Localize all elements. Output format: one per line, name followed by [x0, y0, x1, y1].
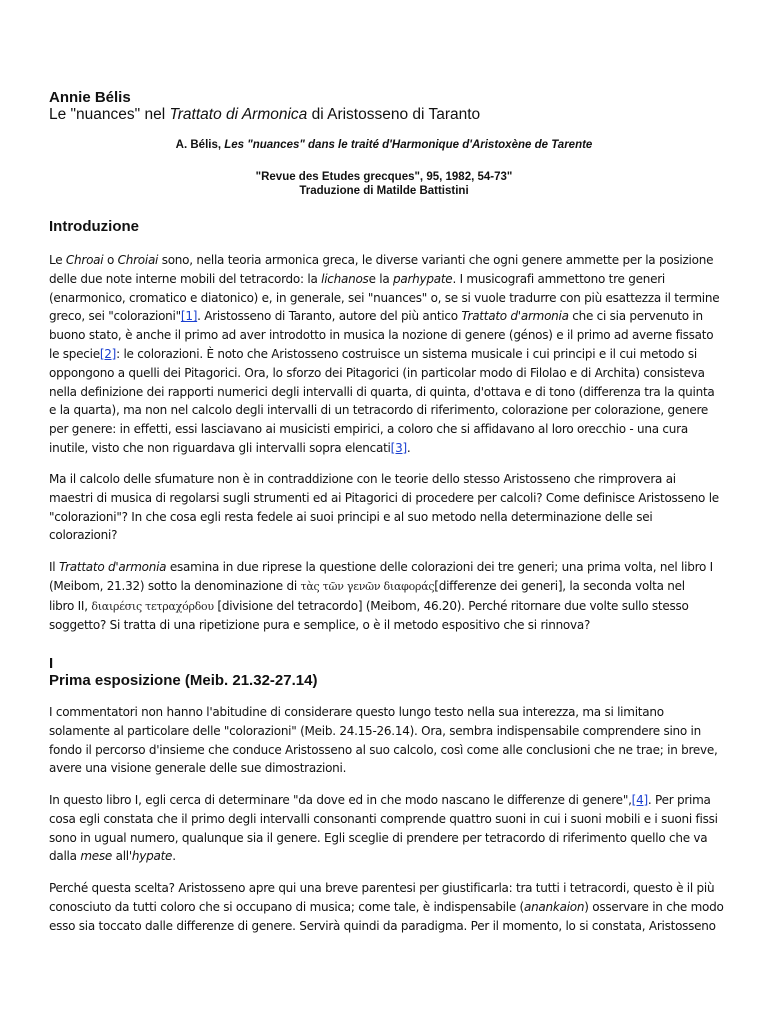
- document-title: Le "nuances" nel Trattato di Armonica di Aristosseno di Taranto: [49, 106, 481, 123]
- intro-paragraph-3: Il Trattato d'armonia esamina in due riprese la questione delle colorazioni dei tre generi; una prima volta, nel libro I (Meibom, 21.32) sotto la denominazione di τὰς τῶν γενῶν διαφοράς[differenze dei generi], la seconda volta nel libro II, διαιρέσις τετραχόρδου [divisione del tetracordo] (Meibom, 46.20). Perché ritornare due volte sullo stesso soggetto? Si tratta di una ripetizione pura e semplice, o è il metodo espositivo che si rinnova?: [49, 560, 713, 633]
- intro-paragraph-1: Le Chroai o Chroiai sono, nella teoria armonica greca, le diverse varianti che ogni genere ammette per la posizione delle due note interne mobili del tetracordo: la lichanose la parhypate. I musicografi ammettono tre generi (enarmonico, cromatico e diatonico) e, in generale, sei "nuances" o, se si vuole tradurre con più esattezza il termine greco, sei "colorazioni"[1]. Aristosseno di Taranto, autore del più antico Trattato d'armonia che ci sia pervenuto in buono stato, è anche il primo ad aver introdotto in musica la nozione di genere (génos) e il primo ad averne fissato le specie[2]: le colorazioni. È noto che Aristosseno costruisce un sistema musicale i cui principi e il cui metodo si oppongono a quelli dei Pitagorici. Ora, lo sforzo dei Pitagorici (in particolar modo di Filolao e di Archita) consisteva nella definizione dei rapporti numerici degli intervalli di quarta, di quinta, d'ottava e di tono (differenza tra la quinta e la quarta), ma non nel calcolo degli intervalli di un tetracordo di riferimento, colorazione per colorazione, genere per genere: in effetti, essi lasciavano ai musicisti empirici, a coloro che si affidavano al loro orecchio - una cura inutile, visto che non riguardava gli intervalli sopra elencati[3].: [49, 253, 720, 455]
- greek-phrase-division: διαιρέσις τετραχόρδου: [91, 599, 214, 613]
- intro-paragraph-2: Ma il calcolo delle sfumature non è in contraddizione con le teorie dello stesso Aristosseno che rimprovera ai maestri di musica di regolarsi sugli strumenti ed ai Pitagorici di procedere per calcoli? Come definisce Aristosseno le "colorazioni"? In che cosa egli resta fedele ai suoi principi e al suo metodo nella determinazione delle sei colorazioni?: [49, 472, 719, 543]
- section-paragraph-3: Perché questa scelta? Aristosseno apre qui una breve parentesi per giustificarla: tra tutti i tetracordi, questo è il più conosciuto da tutti coloro che si occupano di musica; come tale, è indispensabile (anankaion) osservare in che modo esso sia toccato dalle differenze di genere. Servirà quindi da paradigma. Per il momento, lo si constata, Aristosseno: [49, 881, 724, 933]
- section-heading: Prima esposizione (Meib. 21.32-27.14): [49, 672, 318, 689]
- footnote-link-3[interactable]: [3]: [390, 440, 407, 455]
- intro-heading: Introduzione: [49, 218, 139, 235]
- author-name: Annie Bélis: [49, 89, 131, 106]
- original-reference: A. Bélis, Les "nuances" dans le traité d'Harmonique d'Aristoxène de Tarente: [175, 139, 593, 151]
- section-paragraph-1: I commentatori non hanno l'abitudine di considerare questo lungo testo nella sua interezza, ma si limitano solamente al particolare delle "colorazioni" (Meib. 24.15-26.14). Ora, sembra indispensabile comprendere sino in fondo il percorso d'insieme che conduce Aristosseno al suo calcolo, così come alle conclusioni che ne trae; in breve, avere una visione generale delle sue dimostrazioni.: [49, 705, 718, 776]
- greek-phrase-differences: τὰς τῶν γενῶν διαφοράς: [300, 579, 435, 593]
- footnote-link-2[interactable]: [2]: [99, 346, 117, 361]
- footnote-link-4[interactable]: [4]: [631, 793, 648, 807]
- translation-credit: Traduzione di Matilde Battistini: [299, 185, 469, 197]
- section-numeral: I: [49, 655, 54, 672]
- footnote-link-1[interactable]: [1]: [180, 309, 198, 324]
- journal-reference: "Revue des Etudes grecques", 95, 1982, 54-73": [255, 171, 513, 183]
- section-paragraph-2: In questo libro I, egli cerca di determinare "da dove ed in che modo nascano le differenze di genere",[4]. Per prima cosa egli constata che il primo degli intervalli consonanti comprende quattro suoni in cui i suoni mobili e i suoni fissi sono in ugual numero, qualunque sia il genere. Egli sceglie di prendere per tetracordo di riferimento quello che va dalla mese all'hypate.: [49, 793, 718, 864]
